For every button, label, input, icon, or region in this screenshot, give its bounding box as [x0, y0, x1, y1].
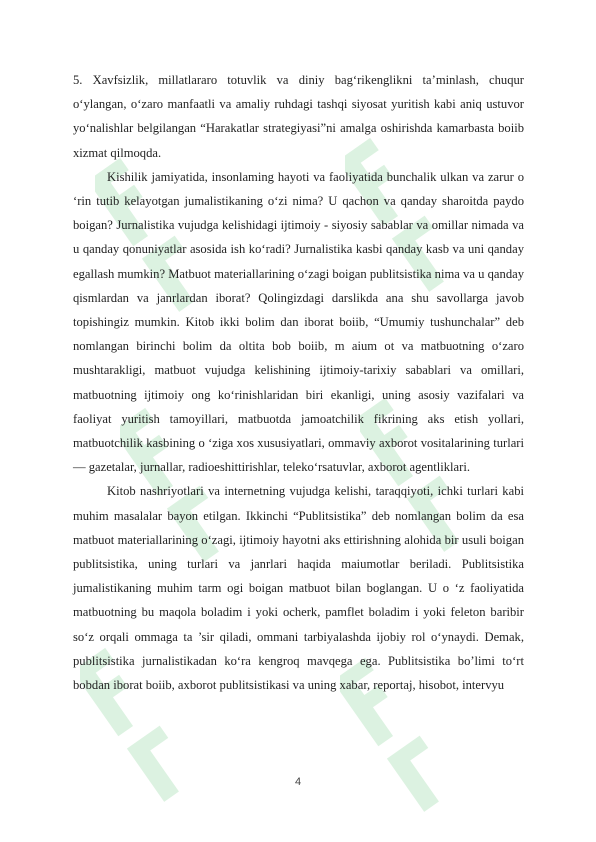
body-text: [73, 68, 524, 697]
page-number: 4: [294, 776, 302, 788]
paragraph: 5. Xavfsizlik, millatlararo totuvlik va diniy bag‘rikenglikni ta’minlash, chuqur o‘ylangan, o‘zaro manfaatli va amaliy ruhdagi tashqi siyosat yuritish kabi aniq ustuvor yo‘nalishlar belgilangan “Harakatlar strategiyasi”ni amalga oshirishda kamarbasta boiib xizmat qilmoqda.: [73, 73, 524, 160]
paragraph: Kitob nashriyotlari va internetning vujudga kelishi, taraqqiyoti, ichki turlari kabi muhim masalalar bayon etilgan. Ikkinchi “Publitsistika” deb nomlangan bolim da esa matbuot materiallarining o‘zagi, ijtimoiy hayotni aks ettirishning alohida bir usuli boigan publitsistika, uning turlari va janrlari haqida maiumotlar beriladi. Publitsistika jumalistikaning muhim tarm ogi boigan matbuot bilan boglangan. U o ‘z faoliyatida matbuotning bu maqola boladim i yoki ocherk, pamflet boladim i yoki feleton baribir so‘z orqali ommaga ta ’sir qiladi, ommani tarbiyalashda ijobiy rol o‘ynaydi. Demak, publitsistika jurnalistikadan ko‘ra kengroq mavqega ega. Publitsistika bo’limi to‘rt bobdan iborat boiib, axborot publitsistikasi va uning xabar, reportaj, hisobot, intervyu: [73, 484, 524, 693]
paragraph: Kishilik jamiyatida, insonlaming hayoti va faoliyatida bunchalik ulkan va zarur o ‘rin tutib kelayotgan jumalistikaning o‘zi nima? U qachon va qanday sharoitda paydo boigan? Jurnalistika vujudga kelishidagi ijtimoiy - siyosiy sabablar va omillar nimada va u qanday qonuniyatlar asosida ish ko‘radi? Jurnalistika kasbi qanday kasb va uni qanday egallash mumkin? Matbuot materiallarining o‘zagi boigan publitsistika nima va u qanday qismlardan va janrlardan iborat? Qolingizdagi darslikda ana shu savollarga javob topishingiz mumkin. Kitob ikki bolim dan iborat boiib, “Umumiy tushunchalar” deb nomlangan birinchi bolim da oltita bob boiib, m aium ot va matbuotning o‘zaro mushtarakligi, matbuot vujudga kelishining ijtimoiy-tarixiy sabablari va omillari, matbuotning ijtimoiy ong ko‘rinishlaridan biri ekanligi, uning asosiy vazifalari va faoliyat yuritish tamoyillari, matbuotda jamoatchilik fikrining aks etish yollari, matbuotchilik kasbining o ‘ziga xos xususiyatlari, ommaviy axborot vositalarining turlari — gazetalar, jurnallar, radioeshittirishlar, teleko‘rsatuvlar, axborot agentliklari.: [73, 169, 524, 475]
